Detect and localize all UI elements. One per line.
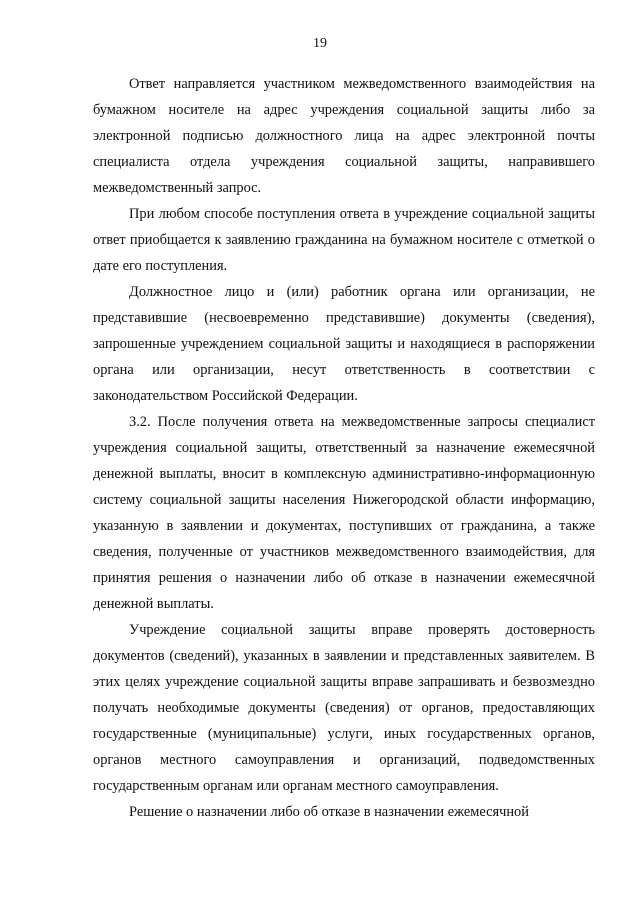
paragraph-response-delivery: Ответ направляется участником межведомственного взаимодействия на бумажном носителе на адрес учреждения социальной защиты либо за электронной подписью должностного лица на адрес электронной почты специалиста отдела учреждения социальной защиты, направившего межведомственный запрос. xyxy=(93,76,595,196)
paragraph-verification: Учреждение социальной защиты вправе проверять достоверность документов (сведений), указанных в заявлении и представленных заявителем. В этих целях учреждение социальной защиты вправе запрашивать и безвозмездно получать необходимые документы (сведения) от органов, предоставляющих государственные (муниципальные) услуги, иных государственных органов, органов местного самоуправления и организаций, подведомственных государственным органам или органам местного самоуправления. xyxy=(93,622,595,794)
paragraph-response-attachment: При любом способе поступления ответа в учреждение социальной защиты ответ приобщается к заявлению гражданина на бумажном носителе с отметкой о дате его поступления. xyxy=(93,206,595,274)
paragraph-decision: Решение о назначении либо об отказе в назначении ежемесячной xyxy=(129,804,529,820)
document-body xyxy=(93,71,595,825)
page-number: 19 xyxy=(313,36,327,51)
paragraph-responsibility: Должностное лицо и (или) работник органа или организации, не представившие (несвоевременно представившие) документы (сведения), запрошенные учреждением социальной защиты и находящиеся в распоряжении органа или организации, несут ответственность в соответствии с законодательством Российской Федерации. xyxy=(93,284,595,404)
paragraph-section-3-2: 3.2. После получения ответа на межведомственные запросы специалист учреждения социальной защиты, ответственный за назначение ежемесячной денежной выплаты, вносит в комплексную административно-информационную систему социальной защиты населения Нижегородской области информацию, указанную в заявлении и документах, поступивших от гражданина, а также сведения, полученные от участников межведомственного взаимодействия, для принятия решения о назначении либо об отказе в назначении ежемесячной денежной выплаты. xyxy=(93,414,595,612)
